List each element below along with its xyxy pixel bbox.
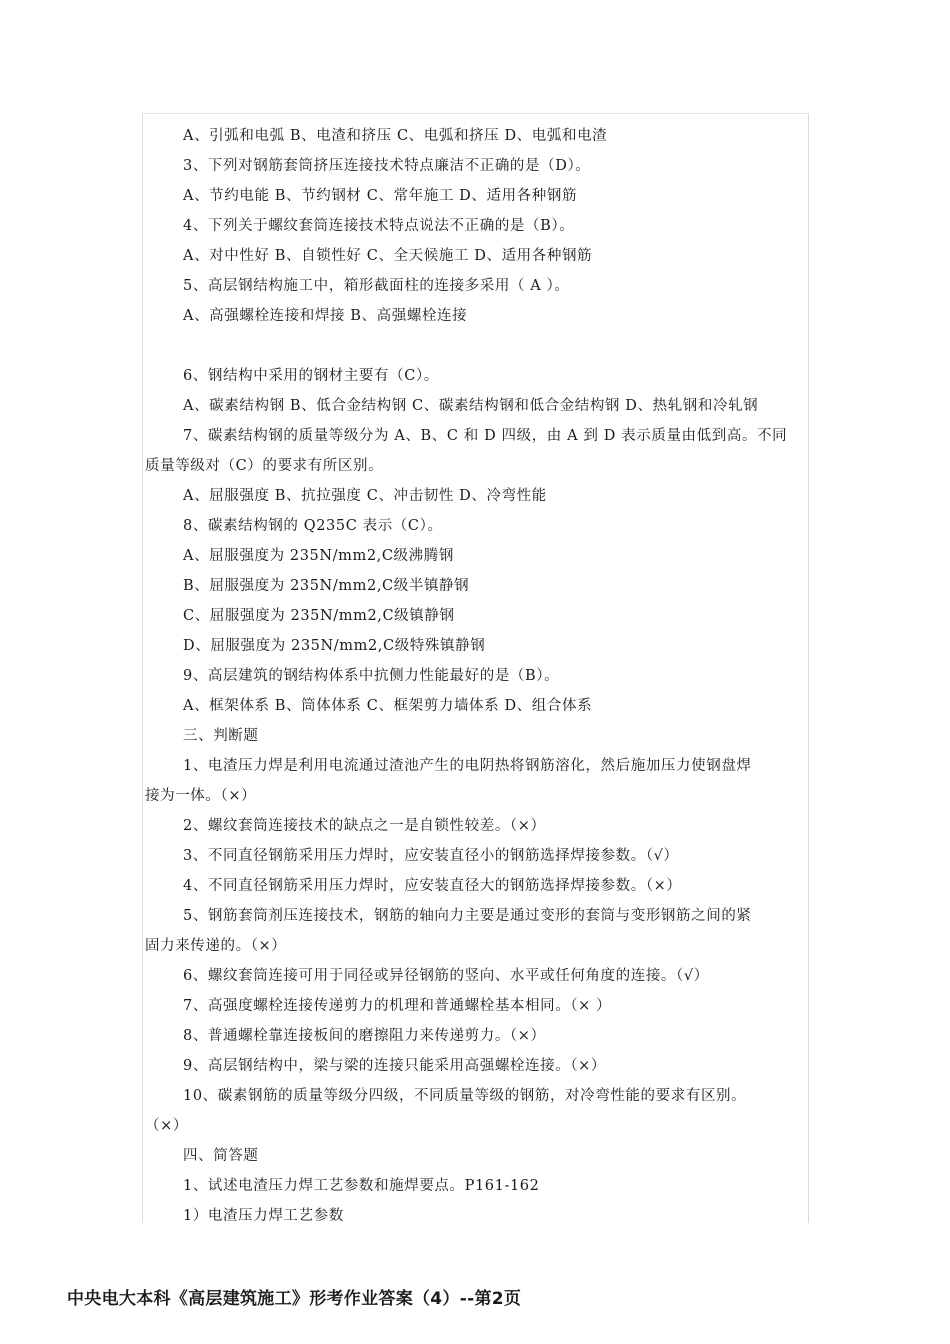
text-line: A、屈服强度为 235N/mm2,C级沸腾钢	[183, 548, 454, 564]
text-line: 质量等级对（C）的要求有所区别。	[145, 458, 384, 474]
section-heading: 四、简答题	[183, 1148, 259, 1164]
text-line: C、屈服强度为 235N/mm2,C级镇静钢	[183, 608, 455, 624]
text-line: 9、高层建筑的钢结构体系中抗侧力性能最好的是（B）。	[183, 668, 560, 684]
document-body	[145, 121, 807, 1231]
text-line: 5、高层钢结构施工中，箱形截面柱的连接多采用（ A ）。	[183, 278, 570, 294]
text-line: A、引弧和电弧 B、电渣和挤压 C、电弧和挤压 D、电弧和电渣	[183, 128, 608, 144]
text-line: 4、下列关于螺纹套筒连接技术特点说法不正确的是（B）。	[183, 218, 575, 234]
text-line: A、屈服强度 B、抗拉强度 C、冲击韧性 D、冷弯性能	[183, 488, 547, 504]
text-line: A、碳素结构钢 B、低合金结构钢 C、碳素结构钢和低合金结构钢 D、热轧钢和冷轧钢	[183, 398, 759, 414]
text-line: 7、碳素结构钢的质量等级分为 A、B、C 和 D 四级，由 A 到 D 表示质量由低到高。不同	[183, 428, 788, 444]
text-line: 6、螺纹套筒连接可用于同径或异径钢筋的竖向、水平或任何角度的连接。（√）	[183, 968, 709, 984]
text-line: （×）	[145, 1118, 188, 1134]
text-line: A、框架体系 B、筒体体系 C、框架剪力墙体系 D、组合体系	[183, 698, 593, 714]
text-line: 1、电渣压力焊是利用电流通过渣池产生的电阴热将钢筋溶化，然后施加压力使钢盘焊	[183, 758, 752, 774]
text-line: 3、不同直径钢筋采用压力焊时，应安装直径小的钢筋选择焊接参数。（√）	[183, 848, 679, 864]
text-line: A、节约电能 B、节约钢材 C、常年施工 D、适用各种钢筋	[183, 188, 578, 204]
text-line: 1）电渣压力焊工艺参数	[183, 1208, 344, 1224]
text-line: 4、不同直径钢筋采用压力焊时，应安装直径大的钢筋选择焊接参数。（×）	[183, 878, 682, 894]
text-line: A、高强螺栓连接和焊接 B、高强螺栓连接	[183, 308, 468, 324]
text-line: 8、普通螺栓靠连接板间的磨擦阻力来传递剪力。（×）	[183, 1028, 546, 1044]
text-line: 3、下列对钢筋套筒挤压连接技术特点廉洁不正确的是（D）。	[183, 158, 591, 174]
text-line: 5、钢筋套筒剂压连接技术，钢筋的轴向力主要是通过变形的套筒与变形钢筋之间的紧	[183, 908, 752, 924]
text-line: 8、碳素结构钢的 Q235C 表示（C）。	[183, 518, 443, 534]
text-line: 6、钢结构中采用的钢材主要有（C）。	[183, 368, 439, 384]
text-line: B、屈服强度为 235N/mm2,C级半镇静钢	[183, 578, 470, 594]
text-line: 7、高强度螺栓连接传递剪力的机理和普通螺栓基本相同。（× ）	[183, 998, 612, 1014]
text-line: 接为一体。（×）	[145, 788, 257, 804]
section-heading: 三、判断题	[183, 728, 259, 744]
text-line: D、屈服强度为 235N/mm2,C级特殊镇静钢	[183, 638, 486, 654]
text-line: 10、碳素钢筋的质量等级分四级，不同质量等级的钢筋，对冷弯性能的要求有区别。	[183, 1088, 747, 1104]
text-line: 1、试述电渣压力焊工艺参数和施焊要点。P161-162	[183, 1178, 540, 1194]
text-line: 2、螺纹套筒连接技术的缺点之一是自锁性较差。（×）	[183, 818, 546, 834]
text-line: 固力来传递的。（×）	[145, 938, 287, 954]
text-line: 9、高层钢结构中，梁与梁的连接只能采用高强螺栓连接。（×）	[183, 1058, 607, 1074]
text-line: A、对中性好 B、自锁性好 C、全天候施工 D、适用各种钢筋	[183, 248, 593, 264]
blank-line	[145, 331, 807, 361]
page-footer: 中央电大本科《高层建筑施工》形考作业答案（4）--第2页	[67, 1289, 522, 1309]
